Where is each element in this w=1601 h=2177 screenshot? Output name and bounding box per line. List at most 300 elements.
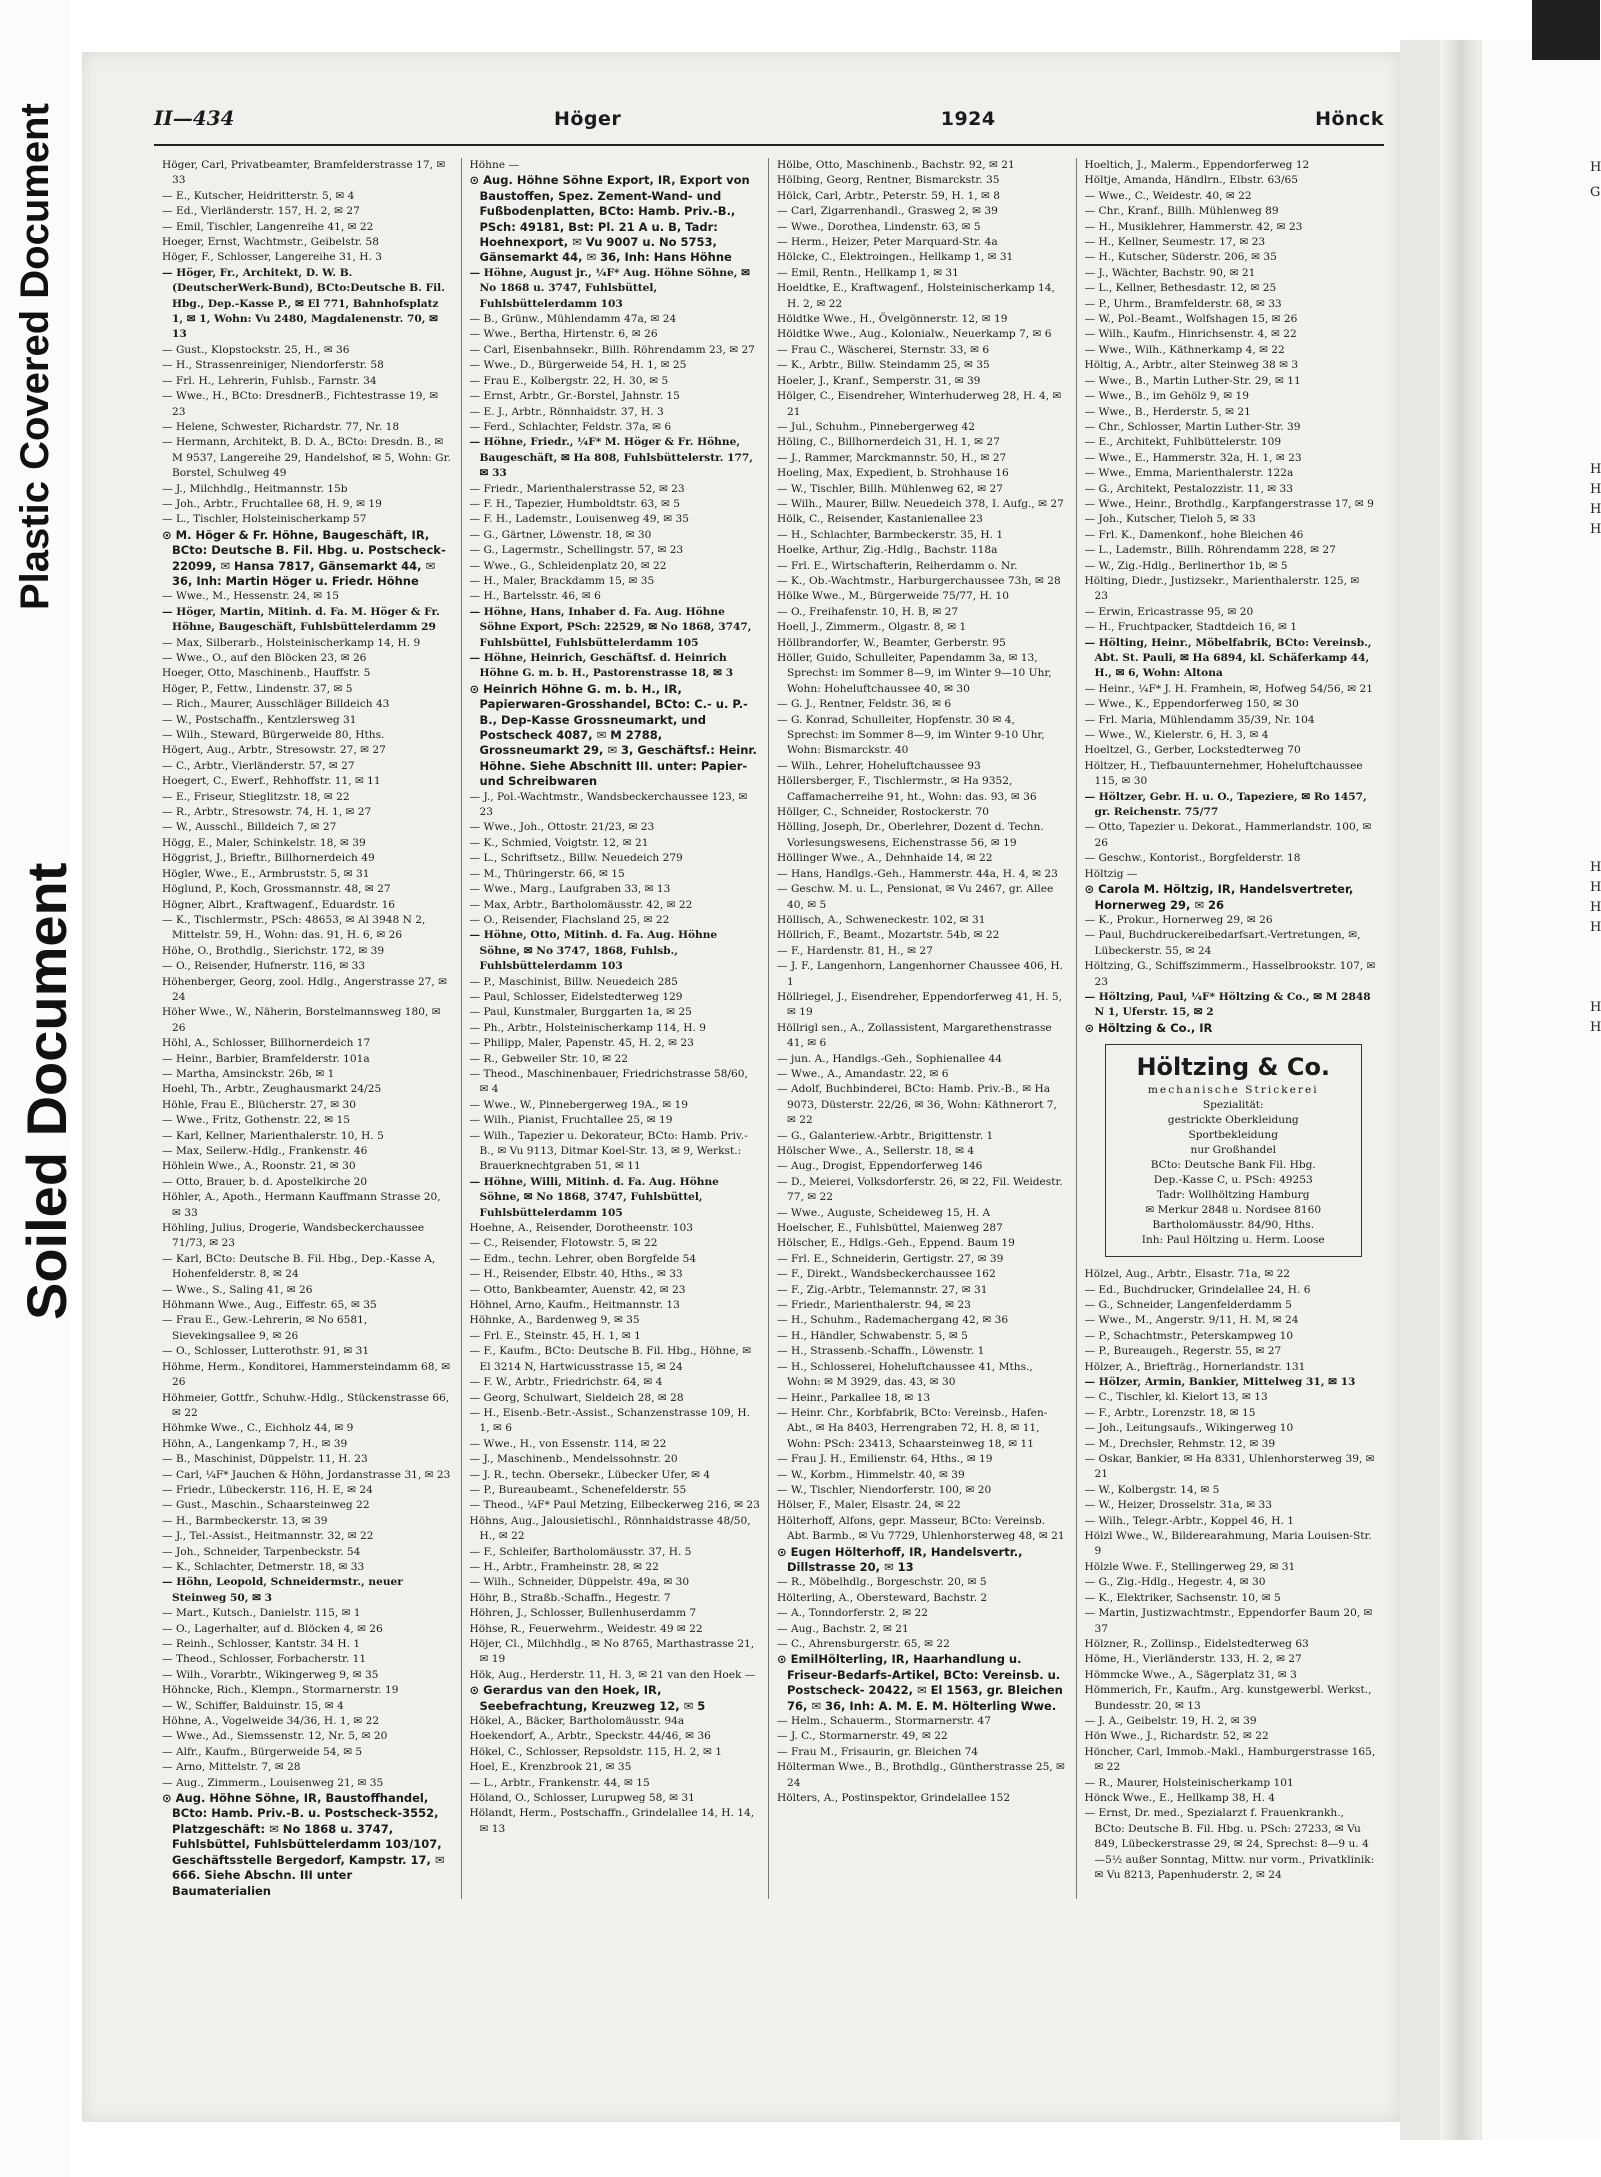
directory-entry: — Wwe., Fritz, Gothenstr. 22, ✉ 15 <box>162 1114 350 1127</box>
directory-entry: — Höltzing, Paul, ¼F* Höltzing & Co., ✉ M 2848 N 1, Uferstr. 15, ✉ 2 <box>1084 990 1371 1019</box>
directory-entry: — Wwe., O., auf den Blöcken 23, ✉ 26 <box>162 652 367 664</box>
directory-entry: — W., Korbm., Himmelstr. 40, ✉ 39 <box>777 1468 965 1481</box>
directory-entry: Hölzer, A., Briefträg., Hornerlandstr. 131 <box>1084 1360 1306 1373</box>
directory-entry: — Alfr., Kaufm., Bürgerweide 54, ✉ 5 <box>162 1745 363 1758</box>
directory-entry: Hoell, J., Zimmerm., Olgastr. 8, ✉ 1 <box>777 621 967 634</box>
directory-entry: — E., Kutscher, Heidritterstr. 5, ✉ 4 <box>162 189 355 202</box>
ad-line: Tadr: Wollhöltzing Hamburg <box>1156 1189 1310 1202</box>
ad-line: Spezialität: <box>1202 1099 1264 1112</box>
directory-entry: — Höger, Martin, Mitinh. d. Fa. M. Höger & Fr. Höhne, Baugeschäft, Fuhlsbüttelerdamm 29 <box>162 605 440 634</box>
directory-entry: Höhns, Aug., Jalousietischl., Rönnhaidstrasse 48/50, H., ✉ 22 <box>469 1514 751 1543</box>
directory-entry: — Wwe., M., Angerstr. 9/11, H. M, ✉ 24 <box>1084 1314 1299 1327</box>
directory-entry: — Wilh., Pianist, Fruchtallee 25, ✉ 19 <box>469 1114 673 1127</box>
next-page-letter: H <box>1590 522 1601 537</box>
directory-entry: ⊙ Aug. Höhne Söhne Export, IR, Export von Baustoffen, Spez. Zement-Wand- und Fußbodenplatten, BCto: Hamb. Priv.-B., PSch: 49181, Bst: Pl. 21 A u. B, Tadr: Hoehnexport, ✉ Vu 9007 u. No 5753, Gänsemarkt 44, ✉ 36, Inh: Hans Höhne <box>469 173 750 265</box>
directory-entry: — Friedr., Marienthalerstr. 94, ✉ 23 <box>777 1299 971 1312</box>
directory-entry: — K., Ob.-Wachtmstr., Harburgerchaussee 73h, ✉ 28 <box>777 574 1061 587</box>
directory-entry: — B., Maschinist, Düppelstr. 11, H. 23 <box>162 1453 368 1466</box>
ad-line: Dep.-Kasse C, u. PSch: 49253 <box>1153 1174 1313 1187</box>
directory-entry: Höhmke Wwe., C., Eichholz 44, ✉ 9 <box>162 1422 354 1435</box>
page-number: II—434 <box>154 106 235 130</box>
directory-entry: Högler, Wwe., E., Armbruststr. 5, ✉ 31 <box>162 867 370 880</box>
directory-entry: — J. C., Stormarnerstr. 49, ✉ 22 <box>777 1730 948 1743</box>
directory-entry: — Wwe., D., Bürgerweide 54, H. 1, ✉ 25 <box>469 359 687 372</box>
directory-entry: — R., Arbtr., Stresowstr. 74, H. 1, ✉ 27 <box>162 806 372 819</box>
directory-entry: Hölters, A., Postinspektor, Grindelallee 152 <box>777 1792 1011 1805</box>
ad-subtitle: mechanische Strickerei <box>1147 1084 1319 1097</box>
directory-entry: — J., Wächter, Bachstr. 90, ✉ 21 <box>1084 266 1256 279</box>
directory-entry: — Otto, Tapezier u. Dekorat., Hammerlandstr. 100, ✉ 26 <box>1084 821 1372 849</box>
directory-entry: — W., Heizer, Drosselstr. 31a, ✉ 33 <box>1084 1499 1273 1512</box>
directory-entry: Höger, P., Fettw., Lindenstr. 37, ✉ 5 <box>162 682 353 695</box>
directory-entry: ⊙ Höltzing & Co., IR <box>1084 1020 1213 1035</box>
directory-entry: Höllinger Wwe., A., Dehnhaide 14, ✉ 22 <box>777 852 993 865</box>
directory-entry: — Geschw. M. u. L., Pensionat, ✉ Vu 2467, gr. Allee 40, ✉ 5 <box>777 883 1054 911</box>
directory-entry: — E., Friseur, Stieglitzstr. 18, ✉ 22 <box>162 790 350 803</box>
directory-entry: — Georg, Schulwart, Sieldeich 28, ✉ 28 <box>469 1391 684 1404</box>
directory-entry: — J., Pol.-Wachtmstr., Wandsbeckerchaussee 123, ✉ 23 <box>469 790 748 819</box>
directory-entry: Hölzl Wwe., W., Bilderearahmung, Maria Louisen-Str. 9 <box>1084 1530 1372 1558</box>
directory-entry: — Wwe., Dorothea, Lindenstr. 63, ✉ 5 <box>777 220 981 233</box>
directory-entry: — Hölzer, Armin, Bankier, Mittelweg 31, ✉ 13 <box>1084 1376 1356 1388</box>
directory-entry: ⊙ Eugen Hölterhoff, IR, Handelsvertr., Dillstrasse 20, ✉ 13 <box>777 1544 1023 1574</box>
directory-entry: — Wilh., Maurer, Billw. Neuedeich 378, I. Aufg., ✉ 27 <box>777 497 1064 510</box>
directory-entry: ⊙ Carola M. Höltzig, IR, Handelsvertreter, Hornerweg 29, ✉ 26 <box>1084 882 1354 912</box>
directory-entry: — Joh., Kutscher, Tieloh 5, ✉ 33 <box>1084 513 1256 526</box>
directory-entry: Hölzle Wwe. F., Stellingerweg 29, ✉ 31 <box>1084 1560 1296 1573</box>
directory-entry: Hoehne, A., Reisender, Dorotheenstr. 103 <box>469 1222 693 1235</box>
directory-entry: — W., Ausschl., Billdeich 7, ✉ 27 <box>162 821 337 834</box>
directory-entry: — Oskar, Bankier, ✉ Ha 8331, Uhlenhorsterweg 39, ✉ 21 <box>1084 1453 1375 1481</box>
directory-entry: — F. W., Arbtr., Friedrichstr. 64, ✉ 4 <box>469 1376 663 1389</box>
directory-entry: ⊙ EmilHölterling, IR, Haarhandlung u. Friseur-Bedarfs-Artikel, BCto: Vereinsb. u. Postscheck- 20422, ✉ El 1563, gr. Bleichen 76, ✉ 36, Inh: A. M. E. M. Hölterling Wwe. <box>777 1652 1063 1713</box>
directory-entry: Höhle, Frau E., Blücherstr. 27, ✉ 30 <box>162 1098 356 1111</box>
directory-entry: — J. A., Geibelstr. 19, H. 2, ✉ 39 <box>1084 1714 1257 1727</box>
directory-entry: — K., Tischlermstr., PSch: 48653, ✉ Al 3948 N 2, Mittelstr. 59, H., Wohn: das. 91, H. 6, ✉ 26 <box>162 913 426 942</box>
directory-entry: — Aug., Bachstr. 2, ✉ 21 <box>777 1622 909 1635</box>
next-page-letter: H <box>1590 502 1601 517</box>
directory-entry: — C., Ahrensburgerstr. 65, ✉ 22 <box>777 1638 950 1650</box>
directory-entry: — Frl. E., Schneiderin, Gertigstr. 27, ✉ 39 <box>777 1252 1004 1265</box>
directory-entry: — P., Schachtmstr., Peterskampweg 10 <box>1084 1329 1294 1342</box>
directory-entry: — Carl, Zigarrenhandl., Grasweg 2, ✉ 39 <box>777 205 998 218</box>
column-3 <box>769 158 1077 1899</box>
ad-line: gestrickte Oberkleidung <box>1167 1114 1299 1127</box>
directory-entry: — Gust., Klopstockstr. 25, H., ✉ 36 <box>162 343 350 356</box>
directory-entry: Höllrigl sen., A., Zollassistent, Margarethenstrasse 41, ✉ 6 <box>777 1021 1052 1050</box>
directory-entry: — R., Maurer, Holsteinischerkamp 101 <box>1084 1776 1294 1789</box>
directory-entry: — H., Strassenreiniger, Niendorferstr. 58 <box>162 359 384 372</box>
next-page-letter: H <box>1590 160 1601 175</box>
directory-entry: — Gust., Maschin., Schaarsteinweg 22 <box>162 1499 370 1512</box>
directory-entry: — Heinr., Parkallee 18, ✉ 13 <box>777 1391 931 1404</box>
next-page-letter: H <box>1590 1020 1601 1035</box>
directory-entry: — Wwe., H., von Essenstr. 114, ✉ 22 <box>469 1437 667 1450</box>
directory-entry: Hölting, Diedr., Justizsekr., Marienthalerstr. 125, ✉ 23 <box>1084 574 1360 603</box>
directory-entry: — W., Pol.-Beamt., Wolfshagen 15, ✉ 26 <box>1084 313 1298 326</box>
directory-entry: — Arno, Mittelstr. 7, ✉ 28 <box>162 1761 301 1774</box>
directory-entry: Hök, Aug., Herderstr. 11, H. 3, ✉ 21 van den Hoek — <box>469 1668 756 1681</box>
directory-entry: Hölscher Wwe., A., Sellerstr. 18, ✉ 4 <box>777 1145 975 1157</box>
ad-line: Inh: Paul Höltzing u. Herm. Loose <box>1141 1234 1325 1247</box>
directory-entry: — H., Fruchtpacker, Stadtdeich 16, ✉ 1 <box>1084 621 1298 634</box>
directory-entry: Hökel, A., Bäcker, Bartholomäusstr. 94a <box>469 1715 685 1728</box>
directory-entry: Hölscher, E., Hdlgs.-Geh., Eppend. Baum 19 <box>777 1237 1015 1250</box>
directory-entry: — Ed., Vierländerstr. 157, H. 2, ✉ 27 <box>162 205 360 218</box>
directory-entry: — C., Reisender, Flotowstr. 5, ✉ 22 <box>469 1237 658 1250</box>
directory-entry: — Philipp, Maler, Papenstr. 45, H. 2, ✉ 23 <box>469 1037 694 1050</box>
directory-entry: — Ferd., Schlachter, Feldstr. 37a, ✉ 6 <box>469 420 672 433</box>
directory-entry: — L., Tischler, Holsteinischerkamp 57 <box>162 513 367 526</box>
directory-entry: — W., Schiffer, Balduinstr. 15, ✉ 4 <box>162 1699 344 1712</box>
directory-entry: — Wilh., Vorarbtr., Wikingerweg 9, ✉ 35 <box>162 1668 379 1681</box>
directory-entry: Hoegert, C., Ewerf., Rehhoffstr. 11, ✉ 11 <box>162 775 381 788</box>
directory-entry: — Wwe., C., Weidestr. 40, ✉ 22 <box>1084 189 1252 202</box>
directory-entry: Hölk, C., Reisender, Kastanienallee 23 <box>777 513 983 526</box>
directory-entry: — Ernst, Arbtr., Gr.-Borstel, Jahnstr. 15 <box>469 390 680 403</box>
directory-entry: — P., Maschinist, Billw. Neuedeich 285 <box>469 975 678 988</box>
directory-entry: Höhmeier, Gottfr., Schuhw.-Hdlg., Stückenstrasse 66, ✉ 22 <box>162 1391 450 1419</box>
directory-entry: — Otto, Bankbeamter, Auenstr. 42, ✉ 23 <box>469 1283 686 1296</box>
directory-entry: Höhnke, A., Bardenweg 9, ✉ 35 <box>469 1314 640 1327</box>
directory-entry: — Karl, Kellner, Marienthalerstr. 10, H. 5 <box>162 1129 384 1142</box>
directory-entry: Hömmcke Wwe., A., Sägerplatz 31, ✉ 3 <box>1084 1668 1297 1681</box>
directory-entry: Höme, H., Vierländerstr. 133, H. 2, ✉ 27 <box>1084 1653 1302 1666</box>
directory-entry: Höldtke Wwe., Aug., Kolonialw., Neuerkamp 7, ✉ 6 <box>777 328 1052 341</box>
ad-line: nur Großhandel <box>1190 1144 1276 1157</box>
directory-entry: — Wilh., Kaufm., Hinrichsenstr. 4, ✉ 22 <box>1084 328 1297 341</box>
directory-entry: — Helm., Schauerm., Stormarnerstr. 47 <box>777 1715 991 1728</box>
directory-entry: — K., Schlachter, Detmerstr. 18, ✉ 33 <box>162 1560 365 1573</box>
directory-entry: — Wwe., Marg., Laufgraben 33, ✉ 13 <box>469 883 671 896</box>
directory-entry: — Wwe., W., Kielerstr. 6, H. 3, ✉ 4 <box>1084 729 1269 742</box>
directory-entry: — Wwe., K., Eppendorferweg 150, ✉ 30 <box>1084 698 1299 711</box>
directory-entry: — Helene, Schwester, Richardstr. 77, Nr. 18 <box>162 420 400 433</box>
directory-entry: — Ed., Buchdrucker, Grindelallee 24, H. 6 <box>1084 1283 1311 1296</box>
column-1 <box>154 158 462 1899</box>
directory-entry: Höllriegel, J., Eisendreher, Eppendorferweg 41, H. 5, ✉ 19 <box>777 990 1062 1019</box>
directory-entry: Höher Wwe., W., Näherin, Borstelmannsweg 180, ✉ 26 <box>162 1006 441 1034</box>
directory-entry: — Wwe., B., Herderstr. 5, ✉ 21 <box>1084 405 1251 418</box>
directory-entry: Hoeler, J., Kranf., Semperstr. 31, ✉ 39 <box>777 374 981 387</box>
directory-entry: — H., Schlosserei, Hoheluftchaussee 41, Mths., Wohn: ✉ M 3929, das. 43, ✉ 30 <box>777 1360 1033 1389</box>
directory-entry: Höhncke, Rich., Klempn., Stormarnerstr. 19 <box>162 1684 399 1697</box>
directory-columns <box>154 158 1384 1899</box>
directory-entry: — Martin, Justizwachtmstr., Eppendorfer Baum 20, ✉ 37 <box>1084 1607 1373 1635</box>
ad-line: Bartholomäusstr. 84/90, Hths. <box>1152 1219 1315 1232</box>
directory-entry: Hoelscher, E., Fuhlsbüttel, Maienweg 287 <box>777 1222 1003 1235</box>
directory-entry: — H., Musiklehrer, Hammerstr. 42, ✉ 23 <box>1084 220 1303 233</box>
directory-entry: — Wwe., E., Hammerstr. 32a, H. 1, ✉ 23 <box>1084 451 1302 464</box>
directory-entry: Höltig, A., Arbtr., alter Steinweg 38 ✉ 3 <box>1084 359 1299 372</box>
next-page-letter: H <box>1590 1000 1601 1015</box>
directory-entry: — Theod., Maschinenbauer, Friedrichstrasse 58/60, ✉ 4 <box>469 1067 748 1096</box>
directory-entry: — W., Tischler, Niendorferstr. 100, ✉ 20 <box>777 1483 992 1496</box>
directory-entry: — F. H., Lademstr., Louisenweg 49, ✉ 35 <box>469 513 689 526</box>
directory-entry: Högert, Aug., Arbtr., Stresowstr. 27, ✉ 27 <box>162 744 386 757</box>
directory-entry: — Friedr., Lübeckerstr. 116, H. E, ✉ 24 <box>162 1483 373 1496</box>
directory-entry: — Mart., Kutsch., Danielstr. 115, ✉ 1 <box>162 1607 361 1620</box>
directory-entry: — O., Freihafenstr. 10, H. B, ✉ 27 <box>777 605 959 618</box>
directory-entry: Hön Wwe., J., Richardstr. 52, ✉ 22 <box>1084 1730 1269 1743</box>
directory-entry: Höllrich, F., Beamt., Mozartstr. 54b, ✉ 22 <box>777 929 1000 942</box>
directory-entry: — Wwe., S., Saling 41, ✉ 26 <box>162 1283 313 1296</box>
directory-entry: — F., Kaufm., BCto: Deutsche B. Fil. Hbg., Höhne, ✉ El 3214 N, Hartwicusstrasse 15, ✉ 24 <box>469 1345 752 1373</box>
directory-entry: ⊙ Gerardus van den Hoek, IR, Seebefrachtung, Kreuzweg 12, ✉ 5 <box>469 1683 706 1713</box>
directory-entry: — Emil, Tischler, Langenreihe 41, ✉ 22 <box>162 220 374 233</box>
directory-entry: — G., Gärtner, Löwenstr. 18, ✉ 30 <box>469 528 652 541</box>
directory-entry: — H., Händler, Schwabenstr. 5, ✉ 5 <box>777 1329 968 1342</box>
directory-entry: — F., Direkt., Wandsbeckerchaussee 162 <box>777 1268 996 1281</box>
directory-entry: — L., Arbtr., Frankenstr. 44, ✉ 15 <box>469 1776 650 1789</box>
sticker-label-plastic: Plastic Covered Document <box>13 103 57 610</box>
directory-entry: — Höhne, Otto, Mitinh. d. Fa. Aug. Höhne Söhne, ✉ No 3747, 1868, Fuhlsb., Fuhlsbüttelerdamm 103 <box>469 929 718 973</box>
directory-entry: — Heinr., Barbier, Bramfelderstr. 101a <box>162 1052 370 1065</box>
header-first-word: Höger <box>553 108 622 130</box>
directory-entry: Höhe, O., Brothdlg., Sierichstr. 172, ✉ 39 <box>162 944 385 957</box>
directory-entry: — Frl. K., Damenkonf., hohe Bleichen 46 <box>1084 528 1304 541</box>
directory-entry: — C., Tischler, kl. Kielort 13, ✉ 13 <box>1084 1391 1268 1404</box>
directory-entry: — Höhne, Heinrich, Geschäftsf. d. Heinrich Höhne G. m. b. H., Pastorenstrasse 18, ✉ 3 <box>469 652 734 680</box>
directory-entry: Hoeger, Otto, Maschinenb., Hauffstr. 5 <box>162 667 371 680</box>
directory-entry: — F., Schleifer, Bartholomäusstr. 37, H. 5 <box>469 1545 692 1558</box>
directory-entry: — Wwe., B., Martin Luther-Str. 29, ✉ 11 <box>1084 374 1301 387</box>
directory-entry: — Frl. E., Wirtschafterin, Reiherdamm o. Nr. <box>777 559 1018 572</box>
next-page-letter: H <box>1590 920 1601 935</box>
directory-entry: Hölandt, Herm., Postschaffn., Grindelallee 14, H. 14, ✉ 13 <box>469 1807 755 1835</box>
column-4-entries-bottom <box>1085 1267 1377 1883</box>
directory-entry: — Jul., Schuhm., Pinnebergerweg 42 <box>777 420 975 433</box>
directory-entry: — G., Architekt, Pestalozzistr. 11, ✉ 33 <box>1084 482 1293 495</box>
directory-entry: — Frl. Maria, Mühlendamm 35/39, Nr. 104 <box>1084 713 1315 726</box>
directory-entry: — Wwe., B., im Gehölz 9, ✉ 19 <box>1084 390 1249 403</box>
directory-entry: — F., Arbtr., Lorenzstr. 18, ✉ 15 <box>1084 1406 1256 1419</box>
directory-entry: — G., Galanteriew.-Arbtr., Brigittenstr. 1 <box>777 1129 994 1142</box>
directory-entry: Höhmann Wwe., Aug., Eiffestr. 65, ✉ 35 <box>162 1299 377 1312</box>
directory-entry: — Max, Silberarb., Holsteinischerkamp 14, H. 9 <box>162 636 421 649</box>
directory-entry: — H., Arbtr., Framheinstr. 28, ✉ 22 <box>469 1560 659 1573</box>
directory-entry: — J. F., Langenhorn, Langenhorner Chaussee 406, H. 1 <box>777 960 1064 988</box>
directory-entry: — Paul, Schlosser, Eidelstedterweg 129 <box>469 990 683 1003</box>
ad-line: ✉ Merkur 2848 u. Nordsee 8160 <box>1145 1204 1322 1217</box>
directory-entry: — G. J., Rentner, Feldstr. 36, ✉ 6 <box>777 698 952 711</box>
next-page-letter: G <box>1590 185 1601 200</box>
directory-entry: — Herm., Heizer, Peter Marquard-Str. 4a <box>777 236 998 249</box>
directory-entry: — H., Kellner, Seumestr. 17, ✉ 23 <box>1084 236 1266 249</box>
directory-entry: — C., Arbtr., Vierländerstr. 57, ✉ 27 <box>162 759 355 772</box>
directory-entry: — H., Eisenb.-Betr.-Assist., Schanzenstrasse 109, H. 1, ✉ 6 <box>469 1406 751 1435</box>
directory-entry: — Adolf, Buchbinderei, BCto: Hamb. Priv.-B., ✉ Ha 9073, Düsterstr. 22/26, ✉ 36, Wohn: Käthnerort 7, ✉ 22 <box>777 1083 1057 1127</box>
directory-entry: — Wwe., Emma, Marienthalerstr. 122a <box>1084 467 1294 480</box>
directory-entry: Hölterling, A., Obersteward, Bachstr. 2 <box>777 1591 988 1604</box>
page-gutter-shadow <box>1440 40 1480 2140</box>
directory-entry: — D., Meierei, Volksdorferstr. 26, ✉ 22, Fil. Weidestr. 77, ✉ 22 <box>777 1175 1063 1204</box>
directory-entry: — Wwe., Ad., Siemssenstr. 12, Nr. 5, ✉ 20 <box>162 1730 388 1743</box>
directory-entry: — F. H., Tapezier, Humboldtstr. 63, ✉ 5 <box>469 497 680 510</box>
directory-entry: — Frau J. H., Emilienstr. 64, Hths., ✉ 19 <box>777 1453 993 1466</box>
directory-entry: Hölterman Wwe., B., Brothdlg., Güntherstrasse 25, ✉ 24 <box>777 1761 1065 1789</box>
directory-entry: — Theod., ¼F* Paul Metzing, Eilbeckerweg 216, ✉ 23 <box>469 1499 760 1512</box>
directory-entry: Hölterhoff, Alfons, gepr. Masseur, BCto: Vereinsb. Abt. Barmb., ✉ Vu 7729, Uhlenhorsterweg 48, ✉ 21 <box>777 1514 1065 1543</box>
directory-page <box>82 52 1400 2122</box>
directory-entry: Höltzing, G., Schiffszimmerm., Hasselbrookstr. 107, ✉ 23 <box>1084 960 1376 988</box>
directory-entry: — Wwe., Joh., Ottostr. 21/23, ✉ 23 <box>469 821 655 834</box>
directory-entry: Hökel, C., Schlosser, Repsoldstr. 115, H. 2, ✉ 1 <box>469 1745 723 1758</box>
directory-entry: — Max, Seilerw.-Hdlg., Frankenstr. 46 <box>162 1145 368 1157</box>
directory-entry: Höger, Carl, Privatbeamter, Bramfelderstrasse 17, ✉ 33 <box>162 159 446 187</box>
directory-entry: — L., Schriftsetz., Billw. Neuedeich 279 <box>469 852 683 865</box>
directory-entry: — F., Zig.-Arbtr., Telemannstr. 27, ✉ 31 <box>777 1283 988 1296</box>
directory-entry: — Höhne, Willi, Mitinh. d. Fa. Aug. Höhne Söhne, ✉ No 1868, 3747, Fuhlsbüttel, Fuhlsbüttelerdamm 105 <box>469 1175 719 1219</box>
directory-entry: Hoeldtke, E., Kraftwagenf., Holsteinischerkamp 14, H. 2, ✉ 22 <box>777 282 1055 310</box>
directory-entry: — L., Kellner, Bethesdastr. 12, ✉ 25 <box>1084 282 1277 295</box>
directory-entry: — O., Schlosser, Lutterothstr. 91, ✉ 31 <box>162 1345 370 1358</box>
directory-entry: Höhenberger, Georg, zool. Hdlg., Angerstrasse 27, ✉ 24 <box>162 975 448 1003</box>
directory-entry: — Frau E., Kolbergstr. 22, H. 30, ✉ 5 <box>469 374 669 387</box>
directory-entry: Höldtke Wwe., H., Övelgönnerstr. 12, ✉ 19 <box>777 313 1008 326</box>
directory-entry: Hoeger, Ernst, Wachtmstr., Geibelstr. 58 <box>162 236 380 249</box>
directory-entry: — Wwe., Heinr., Brothdlg., Karpfangerstrasse 17, ✉ 9 <box>1084 497 1374 510</box>
directory-entry: — Joh., Schneider, Tarpenbeckstr. 54 <box>162 1545 361 1558</box>
directory-entry: Höllger, C., Schneider, Rostockerstr. 70 <box>777 806 990 819</box>
directory-entry: — M., Drechsler, Rehmstr. 12, ✉ 39 <box>1084 1437 1276 1450</box>
directory-entry: — Hermann, Architekt, B. D. A., BCto: Dresdn. B., ✉ M 9537, Langereihe 29, Handelshof, ✉ 5, Wohn: Gr. Borstel, Schulweg 49 <box>162 436 451 480</box>
directory-entry: Höhler, A., Apoth., Hermann Kauffmann Strasse 20, ✉ 33 <box>162 1191 441 1219</box>
directory-entry: — Aug., Zimmerm., Louisenweg 21, ✉ 35 <box>162 1776 384 1789</box>
scan-corner <box>1532 0 1600 60</box>
directory-entry: — Emil, Rentn., Hellkamp 1, ✉ 31 <box>777 266 959 279</box>
directory-entry: Höhne, A., Vogelweide 34/36, H. 1, ✉ 22 <box>162 1715 380 1728</box>
directory-entry: — H., Kutscher, Süderstr. 206, ✉ 35 <box>1084 251 1277 264</box>
directory-entry: — W., Postschaffn., Kentzlersweg 31 <box>162 713 357 726</box>
directory-entry: — Theod., Schlosser, Forbacherstr. 11 <box>162 1653 367 1666</box>
header-year: 1924 <box>940 108 996 130</box>
column-2 <box>462 158 770 1899</box>
directory-entry: ⊙ M. Höger & Fr. Höhne, Baugeschäft, IR, BCto: Deutsche B. Fil. Hbg. u. Postscheck- 22099, ✉ Hansa 7817, Gänsemarkt 44, ✉ 36, Inh: Martin Höger u. Friedr. Höhne <box>162 527 446 588</box>
directory-entry: — Höhne, Hans, Inhaber d. Fa. Aug. Höhne Söhne Export, PSch: 22529, ✉ No 1868, 3747, Fuhlsbüttel, Fuhlsbüttelerdamm 105 <box>469 605 752 649</box>
directory-entry: Hoeltich, J., Malerm., Eppendorferweg 12 <box>1084 159 1310 171</box>
directory-entry: Höhne — <box>469 159 519 171</box>
directory-entry: Hölling, Joseph, Dr., Oberlehrer, Dozent d. Techn. Vorlesungswesens, Eichenstrasse 56, ✉ 19 <box>777 821 1044 849</box>
directory-entry: — Höhne, August jr., ¼F* Aug. Höhne Söhne, ✉ No 1868 u. 3747, Fuhlsbüttel, Fuhlsbüttelerdamm 103 <box>469 266 750 310</box>
directory-entry: Höhl, A., Schlosser, Billhornerdeich 17 <box>162 1037 371 1050</box>
directory-entry: Höltzer, H., Tiefbauunternehmer, Hoheluftchaussee 115, ✉ 30 <box>1084 759 1363 788</box>
directory-entry: — Wwe., Bertha, Hirtenstr. 6, ✉ 26 <box>469 328 658 341</box>
directory-entry: Hoehl, Th., Arbtr., Zeughausmarkt 24/25 <box>162 1083 382 1096</box>
directory-entry: — K., Elektriker, Sachsenstr. 10, ✉ 5 <box>1084 1591 1281 1604</box>
directory-entry: — J., Maschinenb., Mendelssohnstr. 20 <box>469 1453 678 1466</box>
column-4-entries-top <box>1085 158 1377 1036</box>
directory-entry: — O., Reisender, Hufnerstr. 116, ✉ 33 <box>162 960 366 973</box>
directory-entry: — Aug., Drogist, Eppendorferweg 146 <box>777 1160 983 1173</box>
directory-entry: Hölcke, C., Elektroingen., Hellkamp 1, ✉ 31 <box>777 251 1014 264</box>
directory-entry: Hömmerich, Fr., Kaufm., Arg. kunstgewerbl. Werkst., Bundesstr. 20, ✉ 13 <box>1084 1684 1372 1712</box>
directory-entry: — O., Lagerhalter, auf d. Blöcken 4, ✉ 26 <box>162 1622 383 1635</box>
directory-entry: — P., Bureaugeh., Regerstr. 55, ✉ 27 <box>1084 1345 1282 1358</box>
directory-entry: — R., Gebweiler Str. 10, ✉ 22 <box>469 1052 628 1065</box>
directory-entry: Hölzel, Aug., Arbtr., Elsastr. 71a, ✉ 22 <box>1084 1268 1291 1281</box>
directory-entry: — K., Arbtr., Billw. Steindamm 25, ✉ 35 <box>777 359 990 372</box>
directory-entry: — Höhne, Friedr., ¼F* M. Höger & Fr. Höhne, Baugeschäft, ✉ Ha 808, Fuhlsbüttelerstr. 177, ✉ 33 <box>469 436 753 480</box>
page-header <box>154 106 1384 146</box>
directory-entry: — H., Reisender, Elbstr. 40, Hths., ✉ 33 <box>469 1268 683 1281</box>
directory-entry: — H., Schuhm., Rademachergang 42, ✉ 36 <box>777 1314 1009 1327</box>
directory-entry: Höllisch, A., Schweneckestr. 102, ✉ 31 <box>777 913 986 926</box>
directory-entry: — H., Bartelsstr. 46, ✉ 6 <box>469 590 601 603</box>
directory-entry: — Frau C., Wäscherei, Sternstr. 33, ✉ 6 <box>777 343 990 356</box>
directory-entry: — Max, Arbtr., Bartholomäusstr. 42, ✉ 22 <box>469 898 693 911</box>
directory-entry: — Joh., Arbtr., Fruchtallee 68, H. 9, ✉ 19 <box>162 497 382 510</box>
directory-entry: Höhnel, Arno, Kaufm., Heitmannstr. 13 <box>469 1299 680 1312</box>
sticker-strip <box>0 0 78 2177</box>
directory-entry: — Carl, Eisenbahnsekr., Billh. Röhrendamm 23, ✉ 27 <box>469 343 755 356</box>
directory-entry: Höltzig — <box>1084 867 1138 880</box>
directory-entry: Hoekendorf, A., Arbtr., Speckstr. 44/46, ✉ 36 <box>469 1730 711 1743</box>
directory-entry: Hölbing, Georg, Rentner, Bismarckstr. 35 <box>777 174 1000 187</box>
directory-entry: Högg, E., Maler, Schinkelstr. 18, ✉ 39 <box>162 836 366 849</box>
directory-entry: — Carl, ¼F* Jauchen & Höhn, Jordanstrasse 31, ✉ 23 <box>162 1468 451 1481</box>
directory-entry: Höller, Guido, Schulleiter, Papendamm 3a, ✉ 13, Sprechst: im Sommer 8—9, im Winter 9—10 Uhr, Wohn: Hoheluftchaussee 40, ✉ 30 <box>777 652 1052 695</box>
directory-entry: — G., Lagermstr., Schellingstr. 57, ✉ 23 <box>469 544 684 557</box>
directory-entry: — G., Schneider, Langenfelderdamm 5 <box>1084 1298 1292 1311</box>
directory-entry: ⊙ Heinrich Höhne G. m. b. H., IR, Papierwaren-Grosshandel, BCto: C.- u. P.-B., Dep-Kasse Grossneumarkt, und Postscheck 4087, ✉ M 2788, Grossneumarkt 29, ✉ 3, Geschäftsf.: Heinr. Höhne. Siehe Abschnitt III. unter: Papier- und Schreibwaren <box>469 681 757 789</box>
directory-entry: — K., Prokur., Hornerweg 29, ✉ 26 <box>1084 913 1273 926</box>
directory-entry: Hoeling, Max, Expedient, b. Strohhause 16 <box>777 467 1009 480</box>
directory-entry: Höger, F., Schlosser, Langereihe 31, H. 3 <box>162 251 382 264</box>
directory-entry: Höhren, J., Schlosser, Bullenhuserdamm 7 <box>469 1607 697 1620</box>
directory-entry: Höhr, B., Straßb.-Schaffn., Hegestr. 7 <box>469 1591 671 1604</box>
directory-entry: Höllbrandorfer, W., Beamter, Gerberstr. 95 <box>777 636 1006 649</box>
next-page-letter: H <box>1590 900 1601 915</box>
directory-entry: Höhling, Julius, Drogerie, Wandsbeckerchaussee 71/73, ✉ 23 <box>162 1222 425 1250</box>
ad-line: Sportbekleidung <box>1188 1129 1278 1142</box>
directory-entry: — Reinh., Schlosser, Kantstr. 34 H. 1 <box>162 1638 361 1650</box>
directory-entry: Höland, O., Schlosser, Lurupweg 58, ✉ 31 <box>469 1792 695 1805</box>
directory-entry: — Wilh., Steward, Bürgerweide 80, Hths. <box>162 729 385 742</box>
directory-entry: Hölzner, R., Zollinsp., Eidelstedterweg 63 <box>1084 1637 1309 1650</box>
directory-entry: — E., Architekt, Fuhlbüttelerstr. 109 <box>1084 436 1282 449</box>
directory-entry: Höggrist, J., Brieftr., Billhornerdeich 49 <box>162 852 375 865</box>
directory-entry: — J. R., techn. Obersekr., Lübecker Ufer, ✉ 4 <box>469 1468 711 1481</box>
directory-entry: — Erwin, Ericastrasse 95, ✉ 20 <box>1084 605 1254 618</box>
directory-entry: — Höltzer, Gebr. H. u. O., Tapeziere, ✉ Ro 1457, gr. Reichenstr. 75/77 <box>1084 790 1367 819</box>
directory-entry: — Wilh., Schneider, Düppelstr. 49a, ✉ 30 <box>469 1576 690 1589</box>
directory-entry: — Wwe., M., Hessenstr. 24, ✉ 15 <box>162 590 339 603</box>
directory-entry: — Otto, Brauer, b. d. Apostelkirche 20 <box>162 1175 368 1188</box>
directory-entry: — Wwe., Auguste, Scheideweg 15, H. A <box>777 1206 991 1219</box>
directory-entry: — Chr., Schlosser, Martin Luther-Str. 39 <box>1084 420 1301 433</box>
directory-entry: — P., Bureaubeamt., Schenefelderstr. 55 <box>469 1483 687 1496</box>
directory-entry: — A., Tonndorferstr. 2, ✉ 22 <box>777 1607 928 1620</box>
directory-entry: Höltje, Amanda, Händlrn., Elbstr. 63/65 <box>1084 174 1299 187</box>
directory-entry: Höglund, P., Koch, Grossmannstr. 48, ✉ 27 <box>162 883 391 896</box>
directory-entry: — O., Reisender, Flachsland 25, ✉ 22 <box>469 913 670 926</box>
ad-lines <box>1114 1098 1354 1248</box>
directory-entry: Hoelke, Arthur, Zig.-Hdlg., Bachstr. 118a <box>777 544 998 557</box>
directory-entry: — Hans, Handlgs.-Geh., Hammerstr. 44a, H. 4, ✉ 23 <box>777 867 1058 880</box>
ad-line: BCto: Deutsche Bank Fil. Hbg. <box>1150 1159 1316 1172</box>
next-page-letter: H <box>1590 462 1601 477</box>
directory-entry: — H., Maler, Brackdamm 15, ✉ 35 <box>469 574 655 587</box>
directory-entry: — Frl. E., Steinstr. 45, H. 1, ✉ 1 <box>469 1329 641 1342</box>
directory-entry: — Friedr., Marienthalerstrasse 52, ✉ 23 <box>469 482 685 495</box>
directory-entry: — Frau M., Frisaurin, gr. Bleichen 74 <box>777 1745 979 1758</box>
directory-entry: — M., Thüringerstr. 66, ✉ 15 <box>469 867 625 880</box>
advertisement-hoeltzing <box>1105 1044 1363 1257</box>
directory-entry: Höhme, Herm., Konditorei, Hammersteindamm 68, ✉ 26 <box>162 1360 451 1389</box>
directory-entry: Hölser, F., Maler, Elsastr. 24, ✉ 22 <box>777 1499 961 1512</box>
directory-entry: Höncher, Carl, Immob.-Makl., Hamburgerstrasse 165, ✉ 22 <box>1084 1745 1376 1774</box>
